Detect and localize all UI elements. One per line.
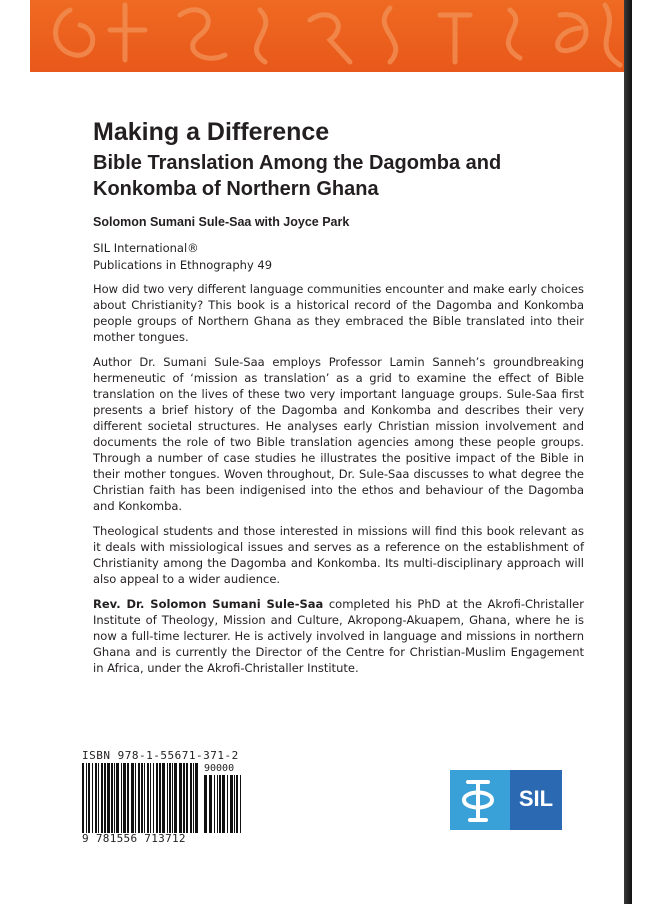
sil-glyph-icon: [450, 770, 510, 830]
barcode-bars: [82, 763, 200, 833]
price-barcode-bars: [204, 775, 242, 833]
main-text-column: [93, 116, 584, 676]
orange-header-band: [30, 0, 626, 72]
ean-digits: 9 781556 713712: [82, 832, 186, 845]
isbn-number: ISBN 978-1-55671-371-2: [82, 749, 239, 762]
publisher-series: [93, 240, 584, 274]
authors-line: Solomon Sumani Sule-Saa with Joyce Park: [93, 215, 350, 229]
sil-wordmark: SIL: [510, 770, 562, 830]
subtitle-line-1: Bible Translation Among the Dagomba and: [93, 152, 502, 174]
series-name: Publications in Ethnography 49: [93, 258, 273, 272]
blurb-paragraph-1: How did two very different language communities encounter and make early choices about Christianity? This book is a historical record of the Dagomba and Konkomba people groups of Northern Ghana as they embraced the Bible translated into their mother tongues.: [93, 282, 584, 344]
blurb-paragraph-3: Theological students and those interested in missions will find this book relevant as it deals with missiological issues and serves as a reference on the establishment of Christianity among the Dagomba and Konkomba. Its multi-disciplinary approach will also appeal to a wider audience.: [93, 524, 584, 586]
book-subtitle: [93, 150, 584, 202]
book-title: Making a Difference: [93, 118, 330, 146]
price-code: 90000: [204, 763, 235, 774]
author-bio-text: completed his PhD at the Akrofi-Christaller Institute of Theology, Mission and Culture, Akropong-Akuapem, Ghana, where he is now a full-time lecturer. He is actively involved in language and missions in northern Ghana and is currently the Director of the Centre for Christian-Muslim Engagement in Africa, under the Akrofi-Christaller Institute.: [93, 597, 584, 675]
script-pattern-decoration: [30, 0, 626, 72]
author-bio: [93, 596, 584, 676]
publisher-name: SIL International®: [93, 241, 199, 255]
isbn-barcode: [82, 750, 242, 845]
back-cover: [30, 0, 626, 904]
sil-logo: [450, 770, 562, 830]
book-edge-shadow: [624, 0, 632, 904]
author-bio-name: Rev. Dr. Solomon Sumani Sule-Saa: [93, 597, 324, 611]
blurb-paragraph-2: Author Dr. Sumani Sule-Saa employs Professor Lamin Sanneh’s groundbreaking hermeneutic of ‘mission as translation’ as a grid to examine the effect of Bible translation on the lives of these two very important language groups. Sule-Saa first presents a brief history of the Dagomba and Konkomba and describes their very different societal structures. He analyses early Christian mission involvement and documents the role of two Bible translation agencies among these people groups. Through a number of case studies he illustrates the positive impact of the Bible in their mother tongues. Woven throughout, Dr. Sule-Saa discusses to what degree the Christian faith has been indigenised into the ethos and behaviour of the Dagomba and Konkomba.: [93, 355, 584, 513]
subtitle-line-2: Konkomba of Northern Ghana: [93, 178, 379, 200]
